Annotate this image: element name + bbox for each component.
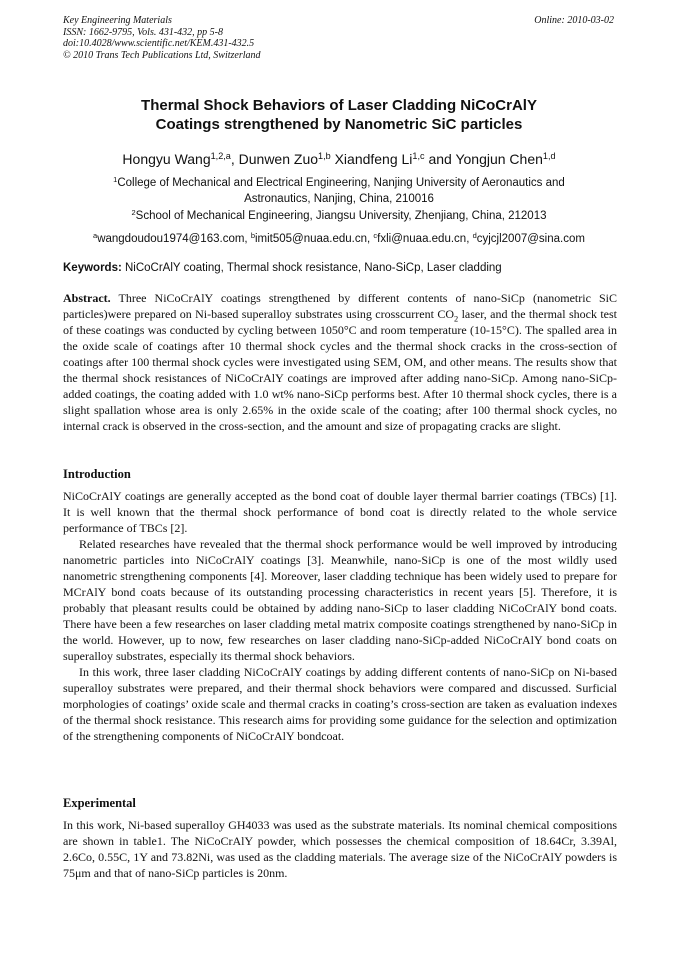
email-address[interactable]: fxli@nuaa.edu.cn,: [377, 233, 473, 245]
paragraph: Related researches have revealed that the thermal shock performance would be well improved by introducing nanometric particles into NiCoCrAlY coatings [3]. Meanwhile, nano-SiCp is one of the most wildly used nanometric strengthening components [4]. Moreover, laser cladding technique has been widely used to prepare for MCrAlY bond coats because of its outstanding processing characteristics in recent years [5]. Therefore, it is probably that pleasant results could be obtained by adding nano-SiCp to laser cladding NiCoCrAlY bond coats. There have been a few researches on laser cladding metal matrix composite coatings strengthened by nano-SiCp in the world. However, up to now, few researches on laser cladding nano-SiCp-added NiCoCrAlY bond coats on superalloy substrates, especially its thermal shock behaviors.: [63, 537, 617, 663]
author-name: Dunwen Zuo: [238, 151, 319, 167]
journal-doi: doi:10.4028/www.scientific.net/KEM.431-432.5: [63, 38, 255, 49]
journal-issn: ISSN: 1662-9795, Vols. 431-432, pp 5-8: [63, 26, 223, 38]
affiliation-text: School of Mechanical Engineering, Jiangsu University, Zhenjiang, China, 212013: [135, 210, 547, 222]
affiliation-1: [60, 175, 618, 207]
author-affil-mark: 1,d: [542, 150, 556, 161]
abstract-label: Abstract.: [63, 291, 111, 305]
author-emails: [40, 231, 638, 247]
email-address[interactable]: cyjcjl2007@sina.com: [476, 233, 585, 245]
keywords-label: Keywords:: [63, 262, 122, 274]
experimental-body: [63, 817, 617, 881]
affiliation-text: College of Mechanical and Electrical Engineering, Nanjing University of Aeronautics and: [117, 177, 565, 189]
paragraph: In this work, Ni-based superalloy GH4033 was used as the substrate materials. Its nominal chemical compositions are shown in table1. The NiCoCrAlY powder, which possesses the chemical composition of 18.64Cr, 3.39Al, 2.6Co, 0.55C, 1Y and 73.82Ni, was used as the cladding materials. The average size of the NiCoCrAlY powders is 75μm and that of nano-SiCp particles is 20nm.: [63, 818, 617, 880]
journal-copyright: © 2010 Trans Tech Publications Ltd, Switzerland: [63, 49, 261, 61]
author-separator: and: [424, 151, 456, 167]
author-affil-mark: 1,b: [318, 150, 331, 161]
paper-title: [40, 96, 638, 134]
title-line-1: Thermal Shock Behaviors of Laser Cladding NiCoCrAlY: [141, 97, 537, 114]
author-name: Hongyu Wang: [122, 151, 211, 167]
affiliation-1-line-1: [60, 175, 618, 191]
abstract-text: laser, and the thermal shock test of these coatings was conducted by cycling between 1050°C and room temperature (10-15°C). The spalled area in the oxide scale of coatings after 10 thermal shock cycles and the thermal shock cracks in the cross-section of coatings after 100 thermal shock cycles were investigated using SEM, OM, and other means. The results show that the thermal shock resistances of NiCoCrAlY coatings are improved after adding nano-SiCp. Among nano-SiCp-added coatings, the coating added with 1.0 wt% nano-SiCp performs best. After 10 thermal shock cycles, there is a slight spallation whose area is only 2.65% in the oxide scale of the coating; after 100 thermal shock cycles, no internal crack is observed in the cross-section, and the amount and size of propagating cracks are slight.: [63, 307, 617, 433]
email-address[interactable]: wangdoudou1974@163.com,: [97, 233, 251, 245]
author-separator: ,: [230, 151, 239, 167]
affiliation-mark: 2: [131, 207, 136, 217]
online-date: Online: 2010-03-02: [534, 15, 614, 26]
section-heading-introduction: Introduction: [63, 467, 131, 481]
keywords-text: NiCoCrAlY coating, Thermal shock resistance, Nano-SiCp, Laser cladding: [121, 262, 502, 274]
email-address[interactable]: imit505@nuaa.edu.cn,: [254, 233, 374, 245]
title-line-2: Coatings strengthened by Nanometric SiC particles: [155, 116, 523, 133]
section-heading-experimental: Experimental: [63, 796, 136, 810]
author-name: Yongjun Chen: [455, 151, 543, 167]
email-mark: d: [472, 230, 477, 240]
journal-header: [63, 15, 423, 61]
email-mark: c: [373, 230, 378, 240]
author-affil-mark: 1,c: [412, 150, 425, 161]
author-affil-mark: 1,2,a: [210, 150, 231, 161]
author-name: Xiandfeng Li: [334, 151, 413, 167]
author-list: [40, 150, 638, 168]
affiliation-2: [60, 208, 618, 224]
paragraph: In this work, three laser cladding NiCoCrAlY coatings by adding different contents of nano-SiCp on Ni-based superalloy substrates were prepared, and their thermal shock behaviors were compared and discussed. Surficial morphologies of coatings’ oxide scale and thermal cracks in coating’s cross-section are taken as evaluation indexes of the thermal shock resistance. This research aims for providing some guidance for the selection and optimization of the strengthening components of NiCoCrAlY bondcoat.: [63, 665, 617, 743]
paragraph: NiCoCrAlY coatings are generally accepted as the bond coat of double layer thermal barrier coatings (TBCs) [1]. It is well known that the thermal shock performance of bond coat is directly related to the whole service performance of TBCs [2].: [63, 489, 617, 535]
abstract-subscript: 2: [454, 314, 459, 324]
abstract-text: Three NiCoCrAlY coatings strengthened by different contents of nano-SiCp (nanometric SiC particles)were prepared on Ni-based superalloy substrates using crosscurrent CO: [63, 291, 617, 321]
abstract: [63, 290, 617, 434]
affiliation-mark: 1: [113, 174, 118, 184]
introduction-body: [63, 488, 617, 744]
email-mark: b: [250, 230, 255, 240]
keywords: [63, 260, 618, 276]
affiliation-1-line-2: Astronautics, Nanjing, China, 210016: [244, 193, 434, 205]
journal-name: Key Engineering Materials: [63, 15, 172, 26]
email-mark: a: [93, 230, 98, 240]
